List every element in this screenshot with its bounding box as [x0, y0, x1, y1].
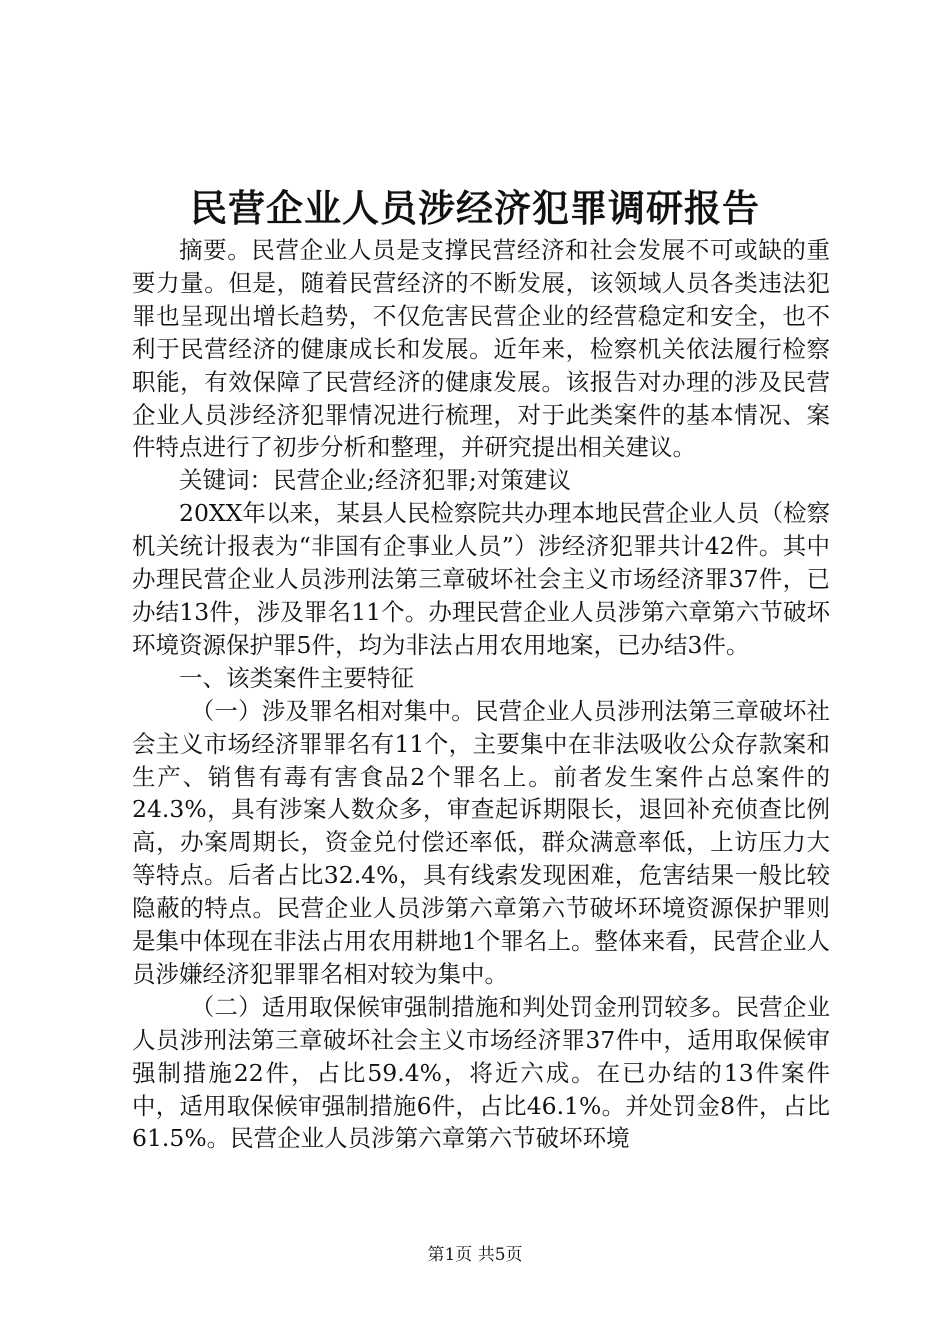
- abstract-paragraph: 摘要。民营企业人员是支撑民营经济和社会发展不可或缺的重要力量。但是，随着民营经济的不断发展，该领域人员各类违法犯罪也呈现出增长趋势，不仅危害民营企业的经营稳定和安全，也不利于民营经济的健康成长和发展。近年来，检察机关依法履行检察职能，有效保障了民营经济的健康发展。该报告对办理的涉及民营企业人员涉经济犯罪情况进行梳理，对于此类案件的基本情况、案件特点进行了初步分析和整理，并研究提出相关建议。: [132, 236, 830, 462]
- page-footer: 第1页 共5页: [427, 1245, 523, 1265]
- subsection-2-paragraph: （二）适用取保候审强制措施和判处罚金刑罚较多。民营企业人员涉刑法第三章破坏社会主义市场经济罪37件中，适用取保候审强制措施22件，占比59.4%，将近六成。在已办结的13件案件中，适用取保候审强制措施6件，占比46.1%。并处罚金8件，占比61.5%。民营企业人员涉第六章第六节破坏环境: [132, 992, 830, 1153]
- section-heading: 一、该类案件主要特征: [179, 663, 414, 692]
- document-body: [132, 234, 830, 1155]
- overview-paragraph: 20XX年以来，某县人民检察院共办理本地民营企业人员（检察机关统计报表为“非国有企事业人员”）涉经济犯罪共计42件。其中办理民营企业人员涉刑法第三章破坏社会主义市场经济罪37件，已办结13件，涉及罪名11个。办理民营企业人员涉第六章第六节破坏环境资源保护罪5件，均为非法占用农用地案，已办结3件。: [132, 499, 830, 659]
- subsection-1-paragraph: （一）涉及罪名相对集中。民营企业人员涉刑法第三章破坏社会主义市场经济罪罪名有11个，主要集中在非法吸收公众存款案和生产、销售有毒有害食品2个罪名上。前者发生案件占总案件的24.3%，具有涉案人数众多，审查起诉期限长，退回补充侦查比例高，办案周期长，资金兑付偿还率低，群众满意率低，上访压力大等特点。后者占比32.4%，具有线索发现困难，危害结果一般比较隐蔽的特点。民营企业人员涉第六章第六节破坏环境资源保护罪则是集中体现在非法占用农用耕地1个罪名上。整体来看，民营企业人员涉嫌经济犯罪罪名相对较为集中。: [132, 696, 830, 988]
- keywords-paragraph: 关键词：民营企业;经济犯罪;对策建议: [179, 466, 571, 495]
- document-title: 民营企业人员涉经济犯罪调研报告: [190, 186, 760, 230]
